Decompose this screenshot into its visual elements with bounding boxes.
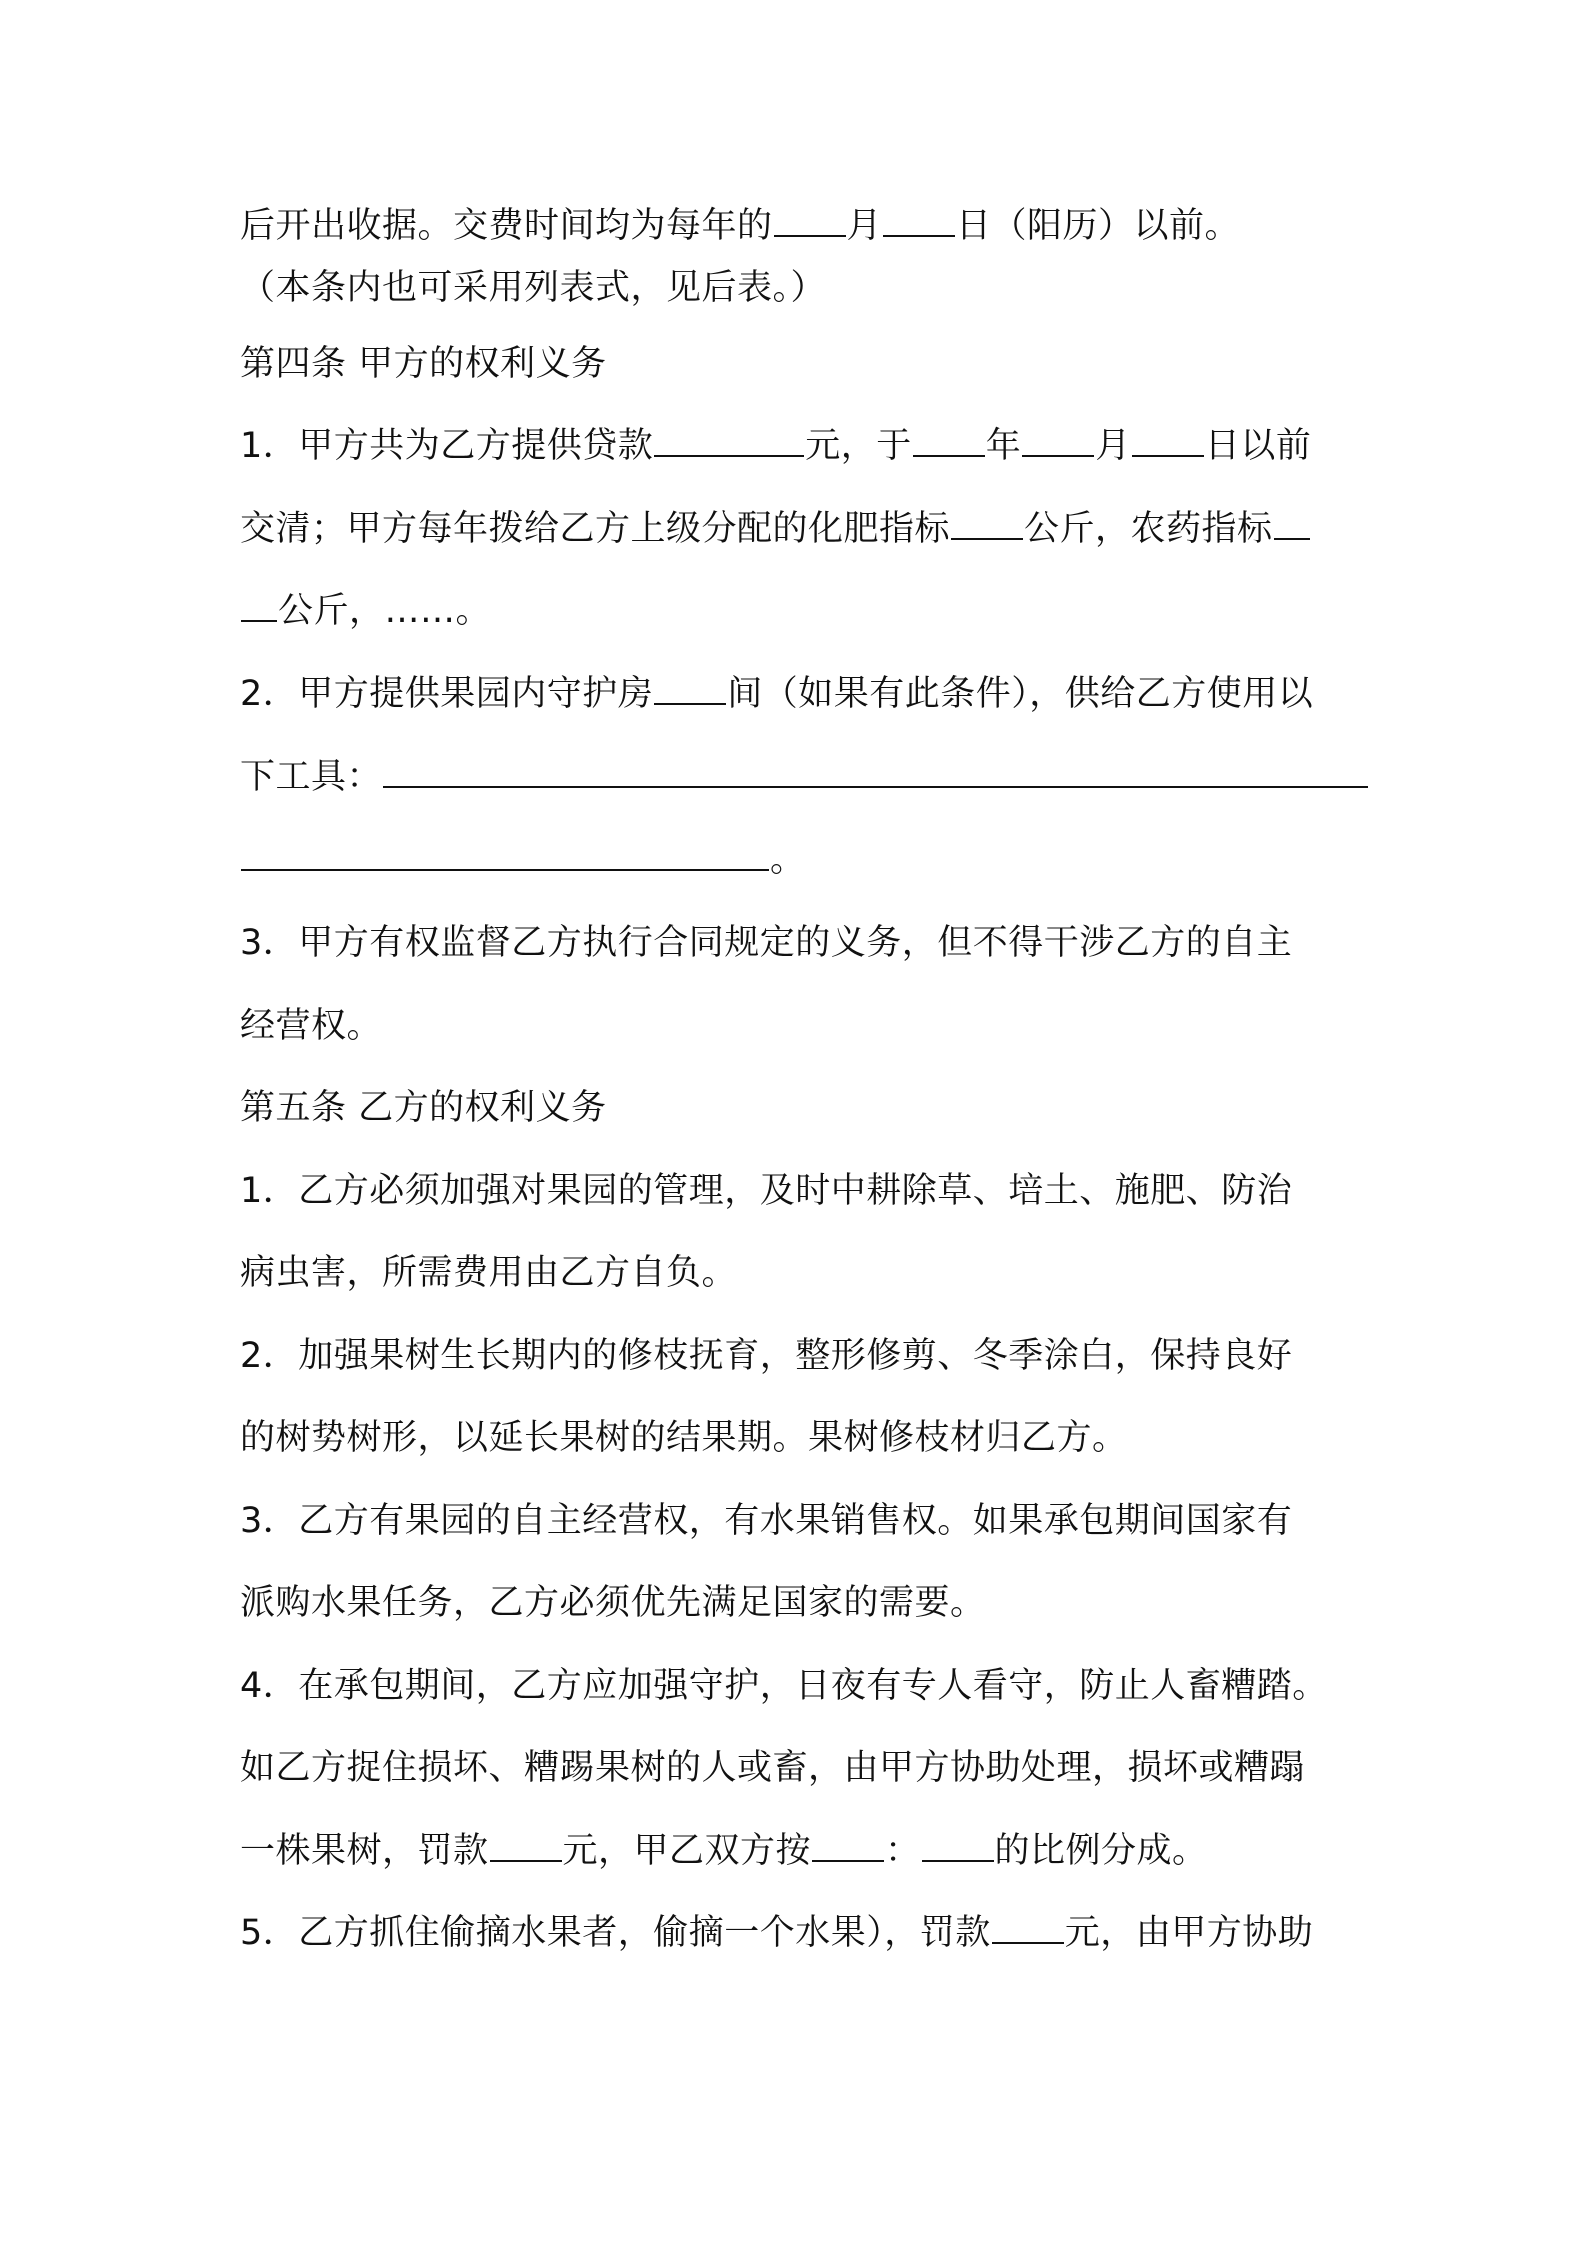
text-line xyxy=(240,506,1311,552)
fill-in-blank xyxy=(812,1860,884,1862)
text-segment: 。 xyxy=(770,840,806,880)
fill-in-blank xyxy=(241,869,769,871)
text-segment: 的树势树形，以延长果树的结果期。果树修枝材归乙方。 xyxy=(240,1418,1128,1458)
text-line xyxy=(240,1085,607,1131)
text-line xyxy=(240,1415,1128,1461)
text-line xyxy=(240,754,1369,800)
text-segment: 经营权。 xyxy=(240,1006,383,1046)
text-line xyxy=(240,1498,1292,1544)
text-line xyxy=(240,341,607,387)
fill-in-blank xyxy=(241,620,277,622)
text-segment: 5．乙方抓住偷摘水果者，偷摘一个水果），罚款 xyxy=(240,1913,991,1953)
text-segment: 月 xyxy=(846,206,883,246)
text-line xyxy=(240,1580,986,1626)
text-segment: 3．乙方有果园的自主经营权，有水果销售权。如果承包期间国家有 xyxy=(240,1501,1293,1541)
text-segment: 如乙方捉住损坏、糟踢果树的人或畜，由甲方协助处理，损坏或糟蹋 xyxy=(240,1748,1306,1788)
fill-in-blank xyxy=(951,538,1023,540)
fill-in-blank xyxy=(654,703,726,705)
text-segment: 派购水果任务，乙方必须优先满足国家的需要。 xyxy=(240,1583,986,1623)
text-line xyxy=(240,1910,1313,1956)
text-line xyxy=(240,837,806,883)
fill-in-blank xyxy=(654,455,804,457)
text-line xyxy=(240,1828,1208,1874)
text-segment: 公斤，……。 xyxy=(278,591,492,631)
text-segment: 元，于 xyxy=(805,426,912,466)
fill-in-blank xyxy=(774,235,846,237)
text-line xyxy=(240,1250,737,1296)
text-segment: 公斤，农药指标 xyxy=(1024,509,1273,549)
text-segment: 第五条 乙方的权利义务 xyxy=(240,1088,607,1128)
text-line xyxy=(240,671,1313,717)
text-segment: 1．甲方共为乙方提供贷款 xyxy=(240,426,654,466)
fill-in-blank xyxy=(913,455,985,457)
text-segment: 年 xyxy=(985,426,1022,466)
text-segment: 日（阳历）以前。 xyxy=(956,206,1241,246)
text-segment: 间（如果有此条件），供给乙方使用以 xyxy=(727,674,1314,714)
text-line xyxy=(240,203,1240,249)
text-line xyxy=(240,265,826,311)
text-segment: 日以前 xyxy=(1204,426,1312,466)
text-line xyxy=(240,920,1292,966)
text-line xyxy=(240,1745,1305,1791)
text-line xyxy=(240,1168,1292,1214)
fill-in-blank xyxy=(383,786,1368,788)
text-segment: 元，甲乙双方按 xyxy=(562,1831,812,1871)
text-line xyxy=(240,423,1311,469)
text-segment: （本条内也可采用列表式，见后表。） xyxy=(240,268,827,308)
text-segment: 后开出收据。交费时间均为每年的 xyxy=(240,206,773,246)
fill-in-blank xyxy=(1274,538,1310,540)
fill-in-blank xyxy=(992,1942,1064,1944)
text-line xyxy=(240,588,491,634)
text-segment: ： xyxy=(885,1831,921,1871)
text-line xyxy=(240,1663,1328,1709)
text-line xyxy=(240,1003,382,1049)
text-segment: 月 xyxy=(1095,426,1131,466)
text-segment: 一株果树，罚款 xyxy=(240,1831,489,1871)
fill-in-blank xyxy=(490,1860,562,1862)
fill-in-blank xyxy=(883,235,955,237)
text-segment: 2．加强果树生长期内的修枝抚育，整形修剪、冬季涂白，保持良好 xyxy=(240,1336,1293,1376)
text-segment: 1．乙方必须加强对果园的管理，及时中耕除草、培土、施肥、防治 xyxy=(240,1171,1293,1211)
text-segment: 下工具： xyxy=(240,757,383,797)
text-segment: 2．甲方提供果园内守护房 xyxy=(240,674,654,714)
text-segment: 病虫害，所需费用由乙方自负。 xyxy=(240,1253,738,1293)
text-segment: 元，由甲方协助 xyxy=(1064,1913,1314,1953)
text-segment: 的比例分成。 xyxy=(994,1831,1208,1871)
fill-in-blank xyxy=(922,1860,994,1862)
text-segment: 4．在承包期间，乙方应加强守护，日夜有专人看守，防止人畜糟踏。 xyxy=(240,1666,1328,1706)
fill-in-blank xyxy=(1132,455,1204,457)
text-line xyxy=(240,1333,1292,1379)
text-segment: 3．甲方有权监督乙方执行合同规定的义务，但不得干涉乙方的自主 xyxy=(240,923,1293,963)
fill-in-blank xyxy=(1022,455,1094,457)
text-segment: 第四条 甲方的权利义务 xyxy=(240,344,607,384)
text-segment: 交清；甲方每年拨给乙方上级分配的化肥指标 xyxy=(240,509,951,549)
